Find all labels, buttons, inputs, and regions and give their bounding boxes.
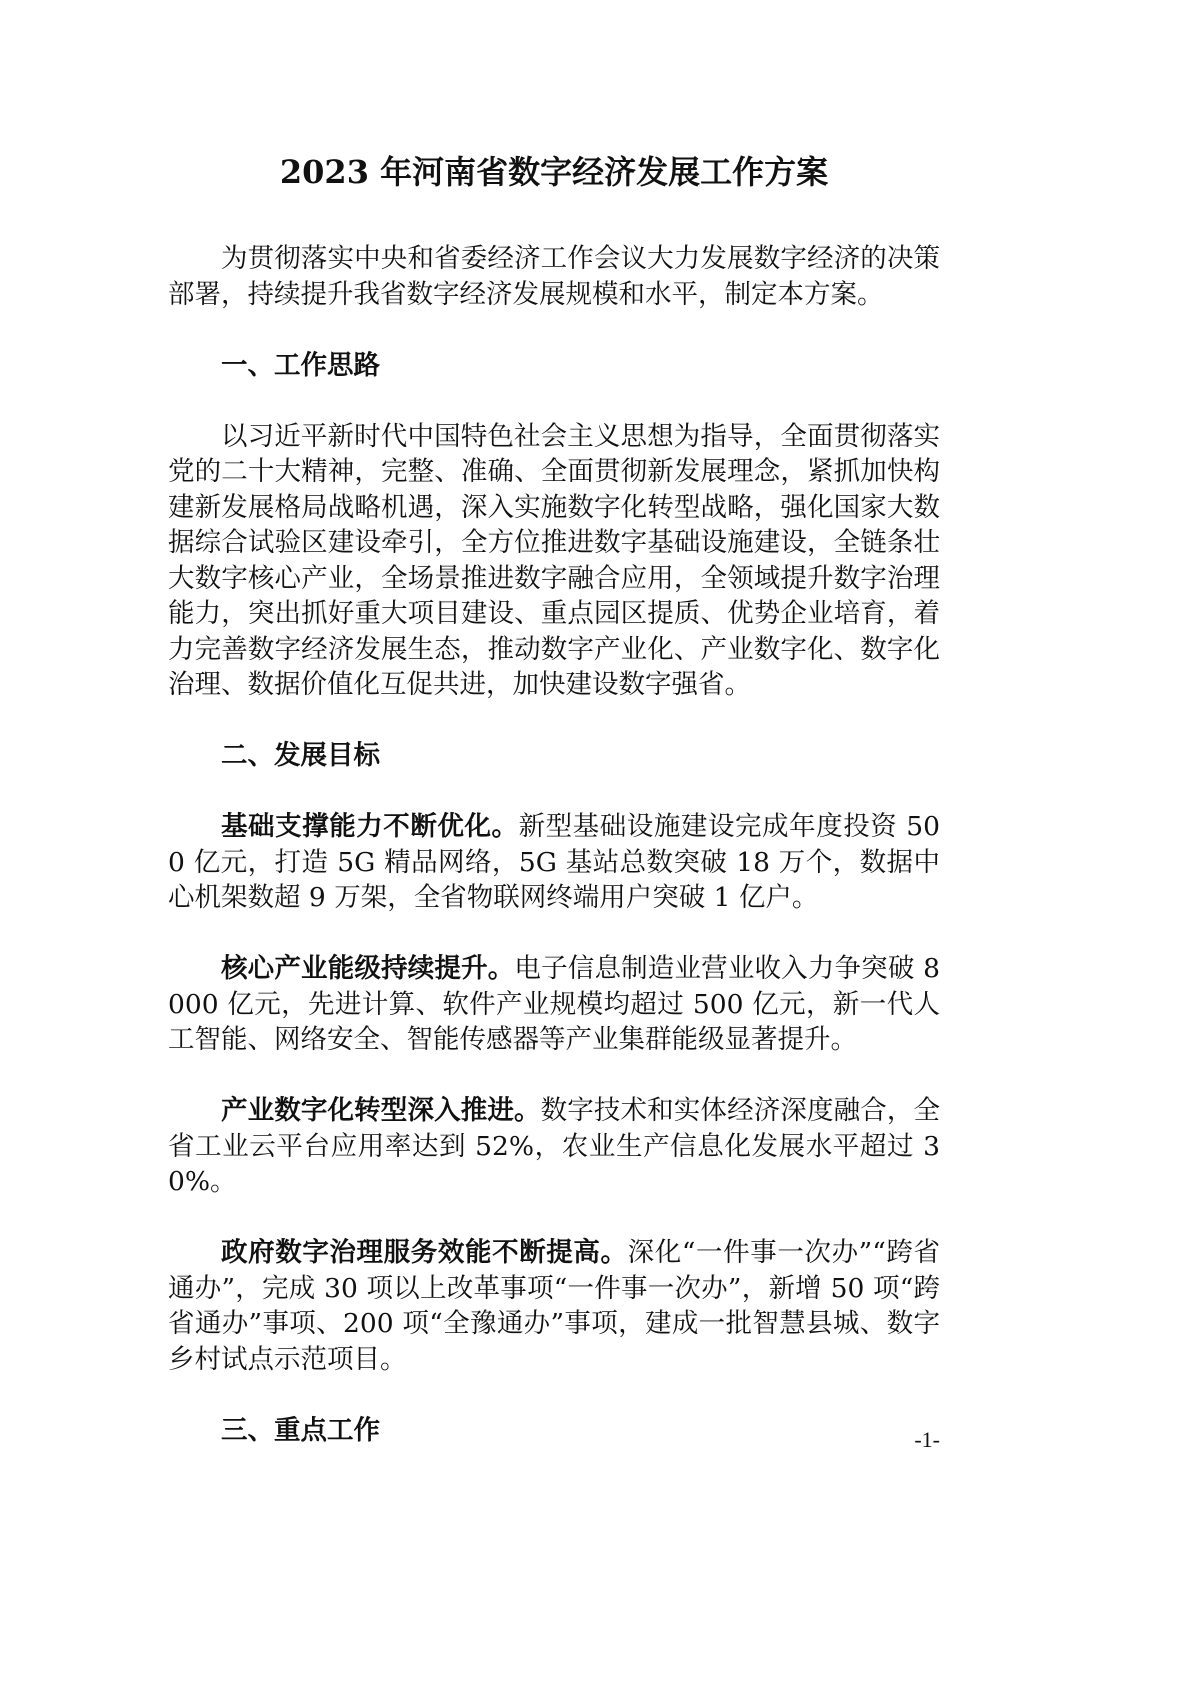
goal-lead: 基础支撑能力不断优化。: [221, 811, 519, 842]
goal-paragraph-government-governance: [168, 1235, 940, 1377]
goal-lead: 产业数字化转型深入推进。: [221, 1095, 541, 1126]
goal-text: 新型基础设施建设完成年度投资 500 亿元，打造 5G 精品网络，5G 基站总数突破 18 万个，数据中心机架数超 9 万架，全省物联网终端用户突破 1 亿户。: [168, 811, 940, 913]
goal-text: 电子信息制造业营业收入力争突破 8000 亿元，先进计算、软件产业规模均超过 500 亿元，新一代人工智能、网络安全、智能传感器等产业集群能级显著提升。: [168, 953, 940, 1055]
goal-paragraph-infrastructure: [168, 809, 940, 916]
document-title: 2023 年河南省数字经济发展工作方案: [279, 153, 829, 191]
goal-paragraph-core-industry: [168, 951, 940, 1058]
goal-lead: 政府数字治理服务效能不断提高。: [221, 1237, 628, 1268]
work-approach-paragraph: 以习近平新时代中国特色社会主义思想为指导，全面贯彻落实党的二十大精神，完整、准确、全面贯彻新发展理念，紧抓加快构建新发展格局战略机遇，深入实施数字化转型战略，强化国家大数据综合试验区建设牵引，全方位推进数字基础设施建设，全链条壮大数字核心产业，全场景推进数字融合应用，全领域提升数字治理能力，突出抓好重大项目建设、重点园区提质、优势企业培育，着力完善数字经济发展生态，推动数字产业化、产业数字化、数字化治理、数据价值化互促共进，加快建设数字强省。: [168, 420, 940, 700]
section-heading-key-work: 三、重点工作: [221, 1414, 380, 1446]
goal-lead: 核心产业能级持续提升。: [221, 953, 515, 984]
goal-text: 深化“一件事一次办”“跨省通办”，完成 30 项以上改革事项“一件事一次办”，新增 50 项“跨省通办”事项、200 项“全豫通办”事项，建成一批智慧县城、数字乡村试点示范项目。: [168, 1237, 940, 1375]
intro-paragraph: 为贯彻落实中央和省委经济工作会议大力发展数字经济的决策部署，持续提升我省数字经济发展规模和水平，制定本方案。: [168, 243, 940, 310]
document-body: [168, 241, 940, 1448]
goal-paragraph-industry-digitalization: [168, 1093, 940, 1200]
section-heading-work-approach: 一、工作思路: [221, 349, 380, 381]
goal-text: 数字技术和实体经济深度融合，全省工业云平台应用率达到 52%，农业生产信息化发展水平超过 30%。: [168, 1095, 941, 1197]
page-number: -1-: [914, 1427, 940, 1452]
section-heading-development-goals: 二、发展目标: [221, 740, 380, 771]
